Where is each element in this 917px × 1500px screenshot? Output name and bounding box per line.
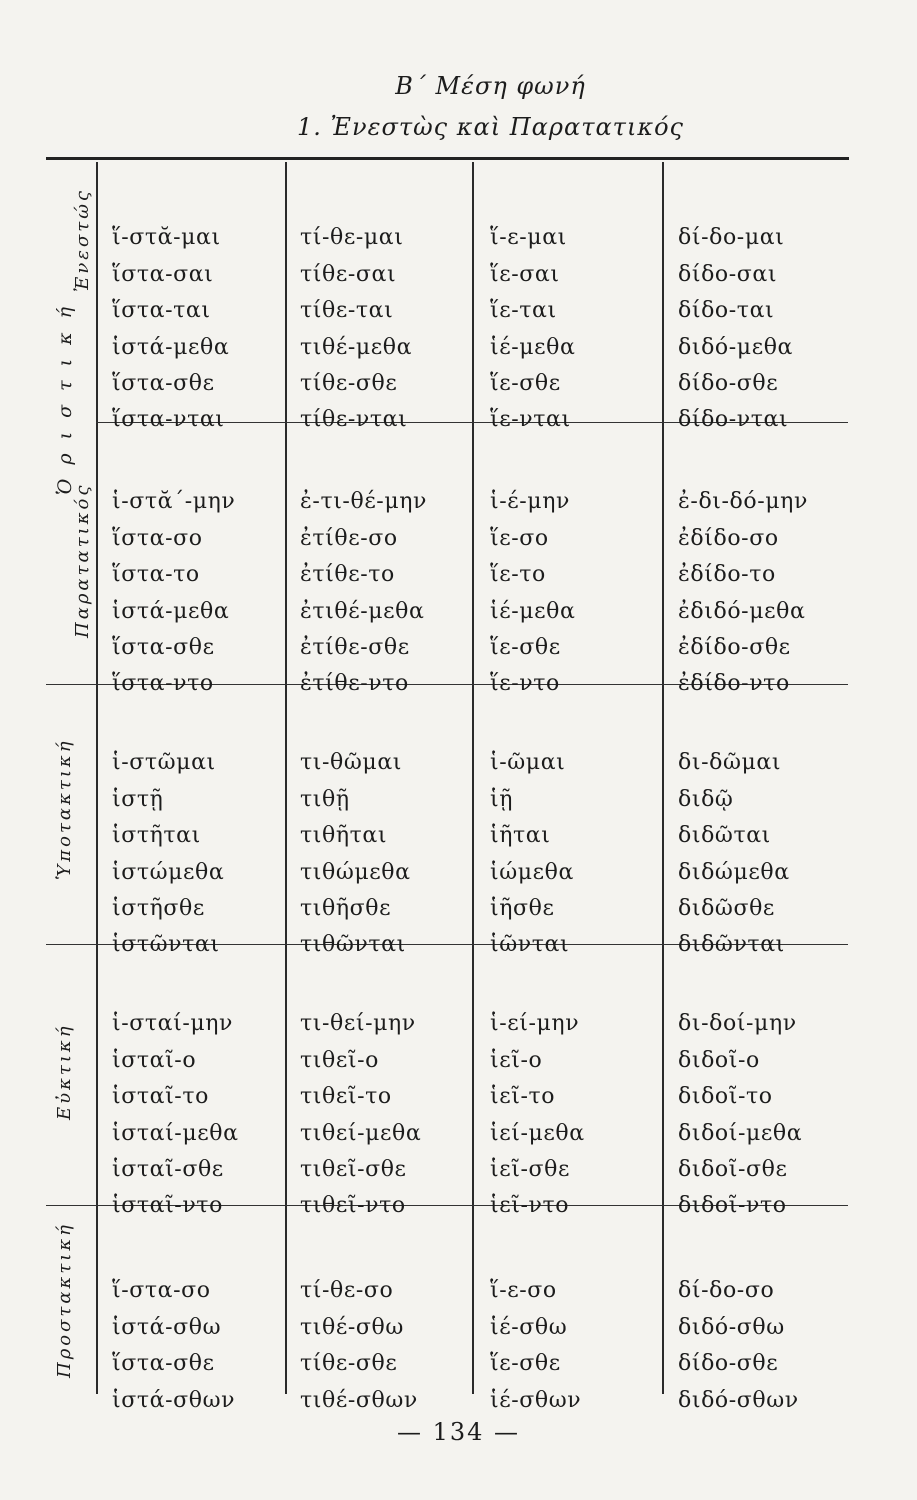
form: τί-θε-μαι	[300, 225, 404, 251]
form: ἵε-σθε	[490, 635, 561, 661]
form: τιθέ-σθων	[300, 1387, 418, 1413]
form: ἱστῆται	[112, 823, 201, 849]
form: ἵε-σο	[490, 525, 549, 551]
ypotaktiki-istemi-forms	[112, 709, 224, 1000]
form: ἱεῖ-το	[490, 1084, 556, 1110]
form: ἵστα-ται	[112, 298, 211, 324]
form: ἐτίθε-το	[300, 562, 395, 588]
form: ἵ-στᾰ-μαι	[112, 225, 221, 251]
form: διδῶσθε	[678, 896, 775, 922]
form: διδῷ	[678, 786, 734, 812]
form: ἱῶνται	[490, 932, 570, 958]
tense-label-paratatikos: Παρατατικός	[72, 482, 93, 638]
form: διδοῖ-σθε	[678, 1157, 788, 1183]
ypotaktiki-didomi-forms	[678, 709, 790, 1000]
form: ἱσταῖ-το	[112, 1084, 209, 1110]
form: δι-δῶμαι	[678, 750, 782, 776]
subsection-title: 1. Ἐνεστὼς καὶ Παρατατικός	[296, 113, 684, 141]
form: τίθε-νται	[300, 407, 408, 433]
form: ἐτιθέ-μεθα	[300, 598, 425, 624]
form: διδοῖ-ντο	[678, 1193, 787, 1219]
enestos-tithemi-forms	[300, 184, 412, 475]
form: δίδο-σθε	[678, 371, 779, 397]
form: ἐδίδο-το	[678, 562, 776, 588]
form: τι-θεί-μην	[300, 1011, 416, 1037]
form: τιθεί-μεθα	[300, 1120, 422, 1146]
form: τι-θῶμαι	[300, 750, 402, 776]
form: ἱῆσθε	[490, 896, 555, 922]
form: ἵστα-το	[112, 562, 200, 588]
tense-label-enestos: Ἐνεστώς	[72, 188, 93, 292]
form: τιθῶνται	[300, 932, 406, 958]
mood-label-oristiki: Ὁ ρ ι σ τ ι κ ή	[54, 303, 76, 495]
enestos-istemi-forms	[112, 184, 229, 475]
form: ἱεῖ-σθε	[490, 1157, 570, 1183]
form: ἱῇ	[490, 786, 514, 812]
form: ἱέ-μεθα	[490, 334, 576, 360]
form: ἐτίθε-σο	[300, 525, 398, 551]
paratatikos-didomi-forms	[678, 448, 808, 739]
form: ἐδίδο-σο	[678, 525, 779, 551]
form: ἐ-δι-δό-μην	[678, 489, 808, 515]
form: τιθεῖ-το	[300, 1084, 392, 1110]
form: ἵ-στα-σο	[112, 1278, 211, 1304]
form: ἱστῇ	[112, 786, 164, 812]
paratatikos-hiemi-forms	[490, 448, 575, 739]
form: τίθε-σθε	[300, 1351, 398, 1377]
form: διδοῖ-ο	[678, 1047, 760, 1073]
form: ἵε-ντο	[490, 671, 560, 697]
enestos-hiemi-forms	[490, 184, 575, 475]
form: ἱῆται	[490, 823, 551, 849]
form: ἐ-τι-θέ-μην	[300, 489, 427, 515]
form: ἱέ-σθω	[490, 1314, 568, 1340]
form: ἱ-σταί-μην	[112, 1011, 234, 1037]
form: ἱ-έ-μην	[490, 489, 570, 515]
ypotaktiki-hiemi-forms	[490, 709, 574, 1000]
form: ἱστά-σθων	[112, 1387, 236, 1413]
form: ἵστα-σο	[112, 525, 203, 551]
form: τιθῇ	[300, 786, 350, 812]
form: ἱ-στῶμαι	[112, 750, 216, 776]
form: ἱσταί-μεθα	[112, 1120, 239, 1146]
form: ἵστα-σθε	[112, 635, 215, 661]
form: δίδο-νται	[678, 407, 789, 433]
form: ἱσταῖ-σθε	[112, 1157, 224, 1183]
form: διδό-σθων	[678, 1387, 799, 1413]
form: ἐτίθε-σθε	[300, 635, 410, 661]
form: διδῶνται	[678, 932, 785, 958]
form: ἵε-νται	[490, 407, 571, 433]
form: τιθεῖ-ο	[300, 1047, 379, 1073]
form: τίθε-σαι	[300, 261, 397, 287]
top-rule	[46, 157, 849, 160]
paratatikos-tithemi-forms	[300, 448, 427, 739]
form: τίθε-σθε	[300, 371, 398, 397]
form: δί-δο-μαι	[678, 225, 785, 251]
efktiki-tithemi-forms	[300, 970, 421, 1261]
form: ἱστά-μεθα	[112, 334, 230, 360]
form: ἱ-εί-μην	[490, 1011, 580, 1037]
mood-label-prostaktiki: Προστακτική	[54, 1222, 75, 1378]
efktiki-hiemi-forms	[490, 970, 585, 1261]
form: ἵστα-ντο	[112, 671, 214, 697]
paratatikos-istemi-forms	[112, 448, 235, 739]
form: ἵε-σθε	[490, 1351, 561, 1377]
form: ἵ-ε-σο	[490, 1278, 557, 1304]
form: ἵε-σθε	[490, 371, 561, 397]
form: ἱστά-σθω	[112, 1314, 222, 1340]
form: τίθε-ται	[300, 298, 394, 324]
efktiki-didomi-forms	[678, 970, 802, 1261]
form: διδοί-μεθα	[678, 1120, 803, 1146]
form: τιθῆται	[300, 823, 388, 849]
form: δί-δο-σο	[678, 1278, 775, 1304]
mood-label-ypotaktiki: Ὑποτακτική	[54, 738, 75, 880]
column-divider-1	[285, 162, 287, 1394]
form: τιθέ-μεθα	[300, 334, 413, 360]
form: ἱστά-μεθα	[112, 598, 230, 624]
form: ἱστώμεθα	[112, 859, 225, 885]
form: ἐτίθε-ντο	[300, 671, 409, 697]
form: δίδο-σαι	[678, 261, 778, 287]
column-divider-3	[662, 162, 664, 1394]
form: δίδο-σθε	[678, 1351, 779, 1377]
form: ἵε-ται	[490, 298, 557, 324]
mood-label-efktiki: Εὐκτική	[54, 1023, 75, 1120]
ypotaktiki-tithemi-forms	[300, 709, 411, 1000]
form: τιθεῖ-σθε	[300, 1157, 407, 1183]
column-divider-2	[472, 162, 474, 1394]
label-column-divider	[96, 162, 98, 1394]
form: ἱεῖ-ο	[490, 1047, 543, 1073]
form: ἵστα-σθε	[112, 371, 215, 397]
form: ἵστα-σαι	[112, 261, 214, 287]
form: ἱστῆσθε	[112, 896, 205, 922]
page-number: — 134 —	[396, 1418, 521, 1446]
form: ἐδιδό-μεθα	[678, 598, 806, 624]
form: διδώμεθα	[678, 859, 790, 885]
form: ἵε-σαι	[490, 261, 560, 287]
form: ἵ-ε-μαι	[490, 225, 567, 251]
form: ἵστα-νται	[112, 407, 225, 433]
form: τιθῆσθε	[300, 896, 392, 922]
form: ἐδίδο-ντο	[678, 671, 790, 697]
form: ἱστῶνται	[112, 932, 220, 958]
form: ἱεί-μεθα	[490, 1120, 585, 1146]
form: ἱσταῖ-ντο	[112, 1193, 223, 1219]
form: ἱέ-μεθα	[490, 598, 576, 624]
form: ἵε-το	[490, 562, 546, 588]
form: διδό-σθω	[678, 1314, 785, 1340]
form: δι-δοί-μην	[678, 1011, 797, 1037]
form: ἐδίδο-σθε	[678, 635, 791, 661]
form: διδοῖ-το	[678, 1084, 773, 1110]
form: ἵστα-σθε	[112, 1351, 215, 1377]
form: δίδο-ται	[678, 298, 775, 324]
form: ἱεῖ-ντο	[490, 1193, 570, 1219]
form: ἱώμεθα	[490, 859, 574, 885]
form: ἱέ-σθων	[490, 1387, 582, 1413]
form: διδῶται	[678, 823, 771, 849]
form: τιθώμεθα	[300, 859, 411, 885]
enestos-didomi-forms	[678, 184, 793, 475]
form: ἱ-στᾰ΄-μην	[112, 489, 236, 515]
section-title: Β΄ Μέση φωνή	[395, 72, 586, 100]
efktiki-istemi-forms	[112, 970, 239, 1261]
form: τί-θε-σο	[300, 1278, 394, 1304]
form: διδό-μεθα	[678, 334, 793, 360]
form: τιθεῖ-ντο	[300, 1193, 406, 1219]
form: ἱ-ῶμαι	[490, 750, 566, 776]
form: ἱσταῖ-ο	[112, 1047, 197, 1073]
form: τιθέ-σθω	[300, 1314, 404, 1340]
